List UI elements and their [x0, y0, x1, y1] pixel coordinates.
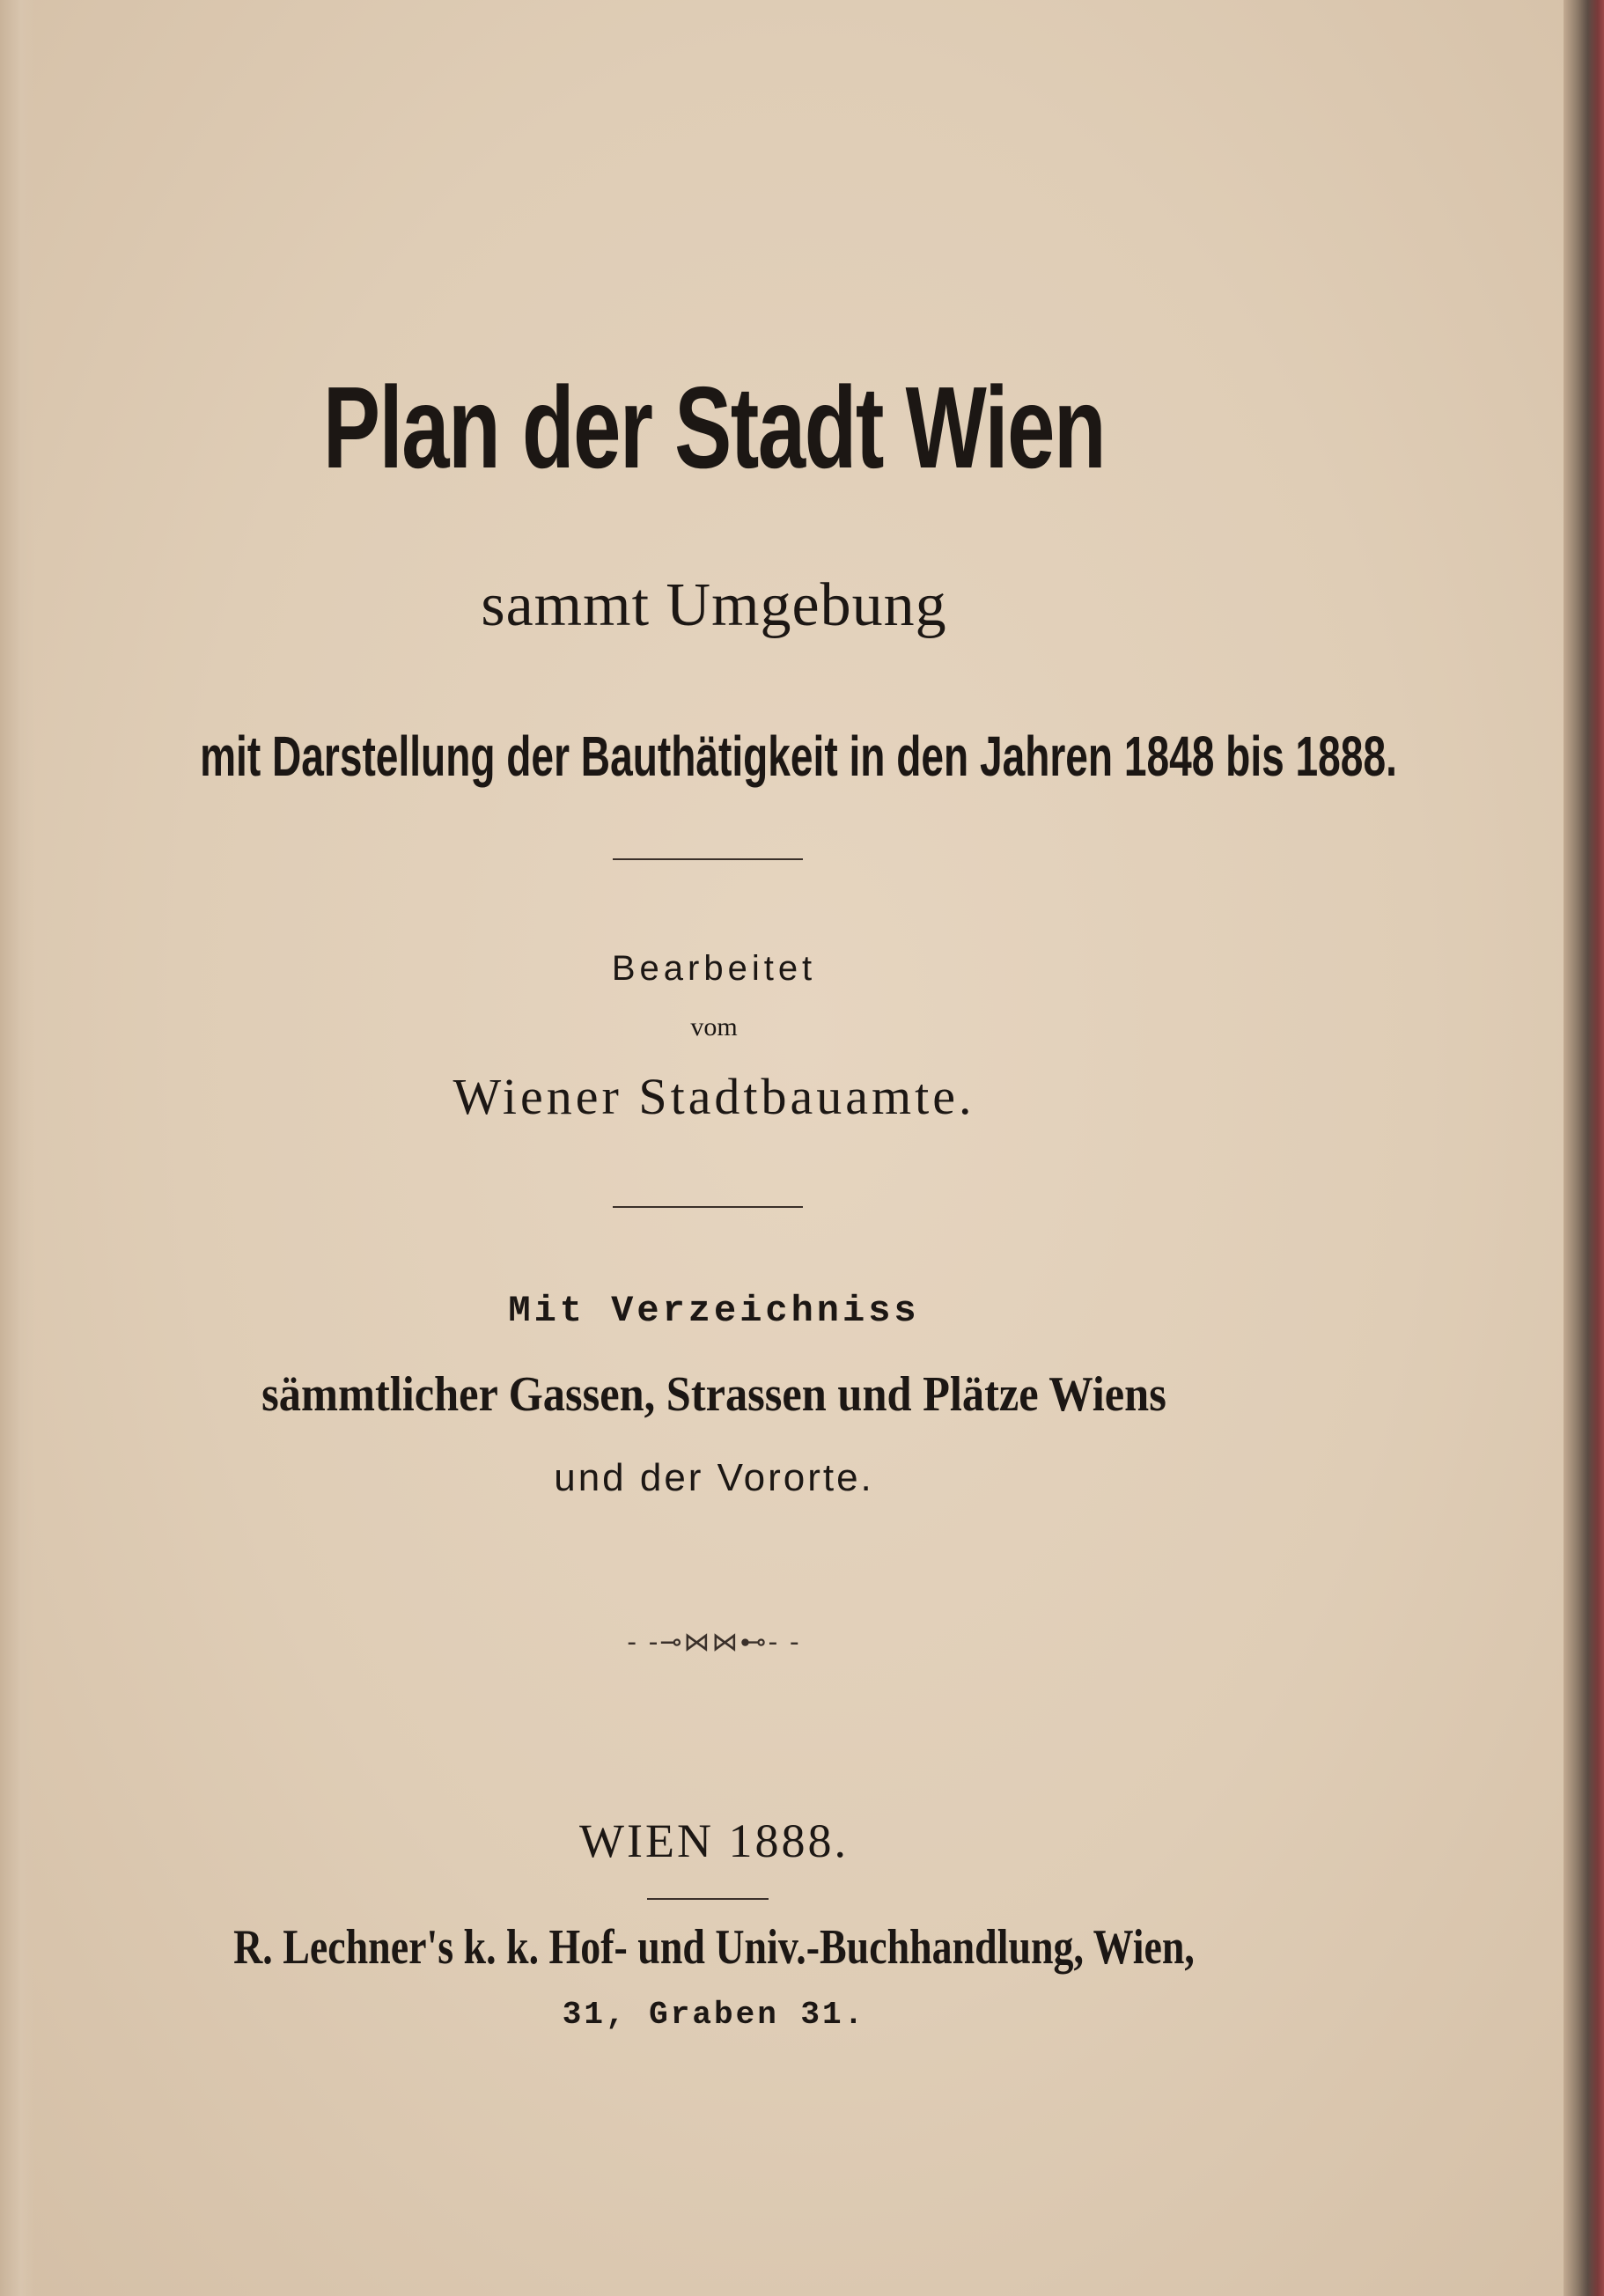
editor-name: Wiener Stadtbauamte.	[453, 1068, 975, 1125]
publisher-address: 31, Graben 31.	[562, 1997, 866, 2033]
publisher: R. Lechner's k. k. Hof- und Univ.-Buchhandlung, Wien,	[233, 1920, 1195, 1975]
book-subtitle: sammt Umgebung	[481, 571, 947, 639]
divider-rule	[613, 1206, 803, 1208]
index-streets: sämmtlicher Gassen, Strassen und Plätze Wiens	[261, 1367, 1166, 1422]
ornament-divider: - -⊸⋈⋈⊷- -	[627, 1627, 801, 1658]
by-label: vom	[690, 1012, 738, 1041]
book-title: Plan der Stadt Wien	[322, 363, 1106, 492]
index-suburbs: und der Vororte.	[554, 1456, 874, 1499]
book-binding-edge	[1564, 0, 1604, 2296]
edited-label: Bearbeitet	[611, 949, 817, 988]
book-description: mit Darstellung der Bauthätigkeit in den Jahren 1848 bis 1888.	[200, 725, 1397, 788]
place-year: WIEN 1888.	[579, 1814, 849, 1867]
divider-rule	[647, 1898, 769, 1900]
index-heading: Mit Verzeichniss	[508, 1290, 920, 1332]
divider-rule	[613, 858, 803, 860]
